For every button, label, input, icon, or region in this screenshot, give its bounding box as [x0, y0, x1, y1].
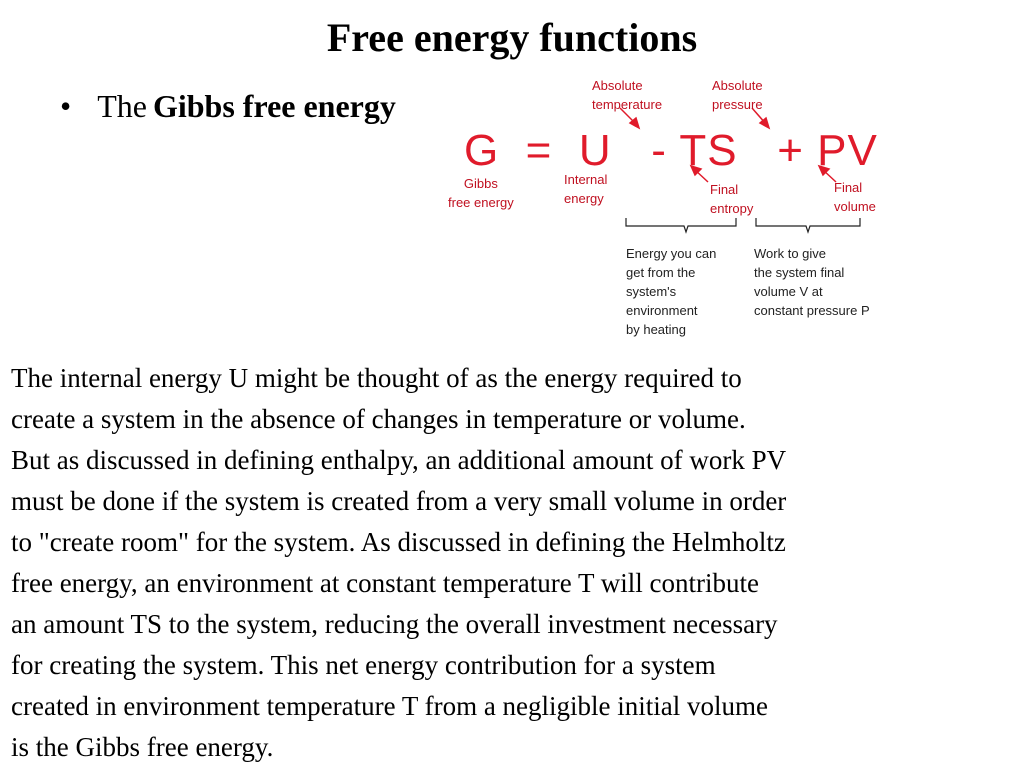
- label-absolute-pressure: Absolute pressure: [712, 78, 763, 112]
- label-internal-energy: Internal energy: [564, 172, 608, 206]
- brace-ts: [626, 218, 736, 232]
- bullet-gibbs: [60, 88, 396, 125]
- bullet-dot: •: [60, 88, 72, 124]
- note-energy-from-environment: Energy you can get from the system's environment by heating: [626, 246, 717, 337]
- label-final-volume: Final volume: [834, 180, 876, 214]
- bullet-term: Gibbs free energy: [152, 88, 396, 124]
- explanation-paragraph: The internal energy U might be thought of as the energy required to create a system in the absence of changes in temperature or volume. But as discussed in defining enthalpy, an additional amount of work PV must be done if the system is created from a very small volume in order to "create room" for the system. As discussed in defining the Helmholtz free energy, an environment at constant temperature T will contribute an amount TS to the system, reducing the overall investment necessary for creating the system. This net energy contribution for a system created in environment temperature T from a negligible initial volume is the Gibbs free energy.: [11, 363, 787, 762]
- brace-pv: [756, 218, 860, 232]
- slide-title: Free energy functions: [326, 15, 698, 60]
- bullet-prefix: The: [97, 88, 147, 124]
- gibbs-equation: G = U - TS + PV: [464, 126, 878, 175]
- label-final-entropy: Final entropy: [710, 182, 754, 216]
- note-work-for-volume: Work to give the system final volume V at constant pressure P: [754, 246, 870, 318]
- gibbs-equation-diagram: [440, 70, 910, 350]
- label-gibbs-free-energy: Gibbs free energy: [448, 176, 514, 210]
- label-absolute-temperature: Absolute temperature: [592, 78, 663, 112]
